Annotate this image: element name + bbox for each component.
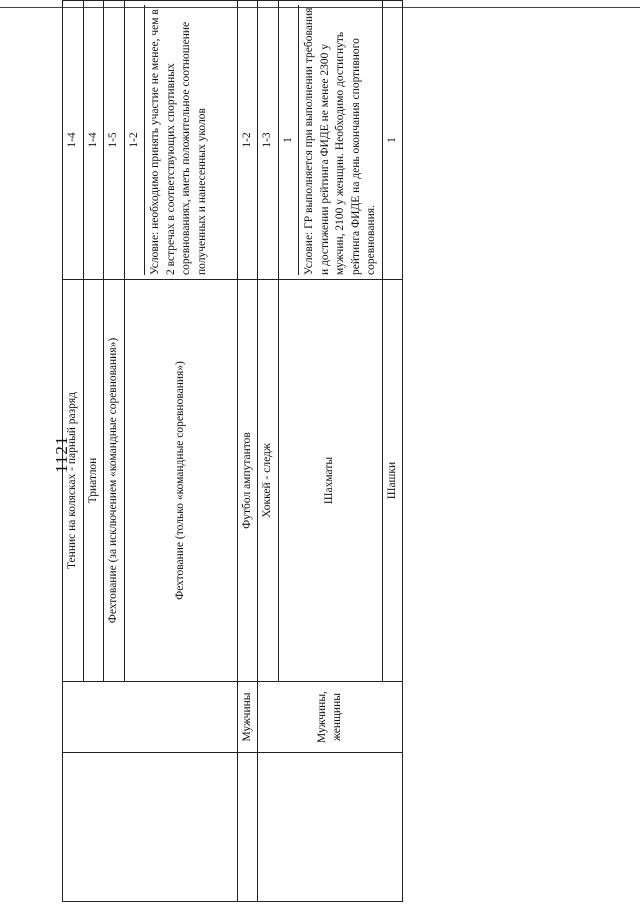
value-cell: 1-4	[63, 1, 84, 280]
table-cell-empty	[258, 753, 403, 902]
value-cell: 1-2	[237, 1, 258, 280]
value-condition-cell	[124, 1, 237, 280]
value-condition-cell	[278, 1, 382, 280]
discipline-cell: Фехтование (за исключением «командные соревнования»)	[104, 280, 125, 682]
discipline-cell: Фехтование (только «командные соревнования»)	[124, 280, 237, 682]
sports-classification-table	[62, 0, 403, 902]
gender-cell: Мужчины	[237, 682, 258, 753]
value-cell: 1-4	[83, 1, 104, 280]
discipline-cell: Триатлон	[83, 280, 104, 682]
table-cell-empty	[237, 753, 258, 902]
value-cell: 1-5	[104, 1, 125, 280]
condition-text: Условие: ГР выполняется при выполнении требования и достижении рейтинга ФИДЕ не менее 2300 у мужчин, 2100 у женщин. Необходимо достигнуть рейтинга ФИДЕ на день окончания спортивного соревнования.	[298, 5, 380, 275]
rotated-table-wrapper	[62, 7, 398, 902]
value-cell: 1	[382, 1, 403, 280]
table-row	[237, 1, 258, 902]
value-cell: 1-3	[258, 1, 279, 280]
discipline-cell: Шашки	[382, 280, 403, 682]
discipline-cell: Теннис на колясках - парный разряд	[63, 280, 84, 682]
discipline-cell: Хоккей - следж	[258, 280, 279, 682]
table-row	[63, 1, 84, 902]
table-cell-empty	[63, 753, 238, 902]
value-text: 1-2	[127, 132, 140, 148]
table-row	[258, 1, 279, 902]
page-number: 1121	[52, 435, 71, 473]
gender-cell: Мужчины, женщины	[258, 682, 403, 753]
discipline-cell: Футбол ампутантов	[237, 280, 258, 682]
table-cell-empty	[63, 682, 238, 753]
condition-text: Условие: необходимо принять участие не менее, чем в 2 встречах в соответствующих спортивных соревнованиях, иметь положительное соотношение полученных и нанесенных уколов	[144, 5, 210, 275]
discipline-cell: Шахматы	[278, 280, 382, 682]
value-text: 1	[281, 137, 294, 143]
